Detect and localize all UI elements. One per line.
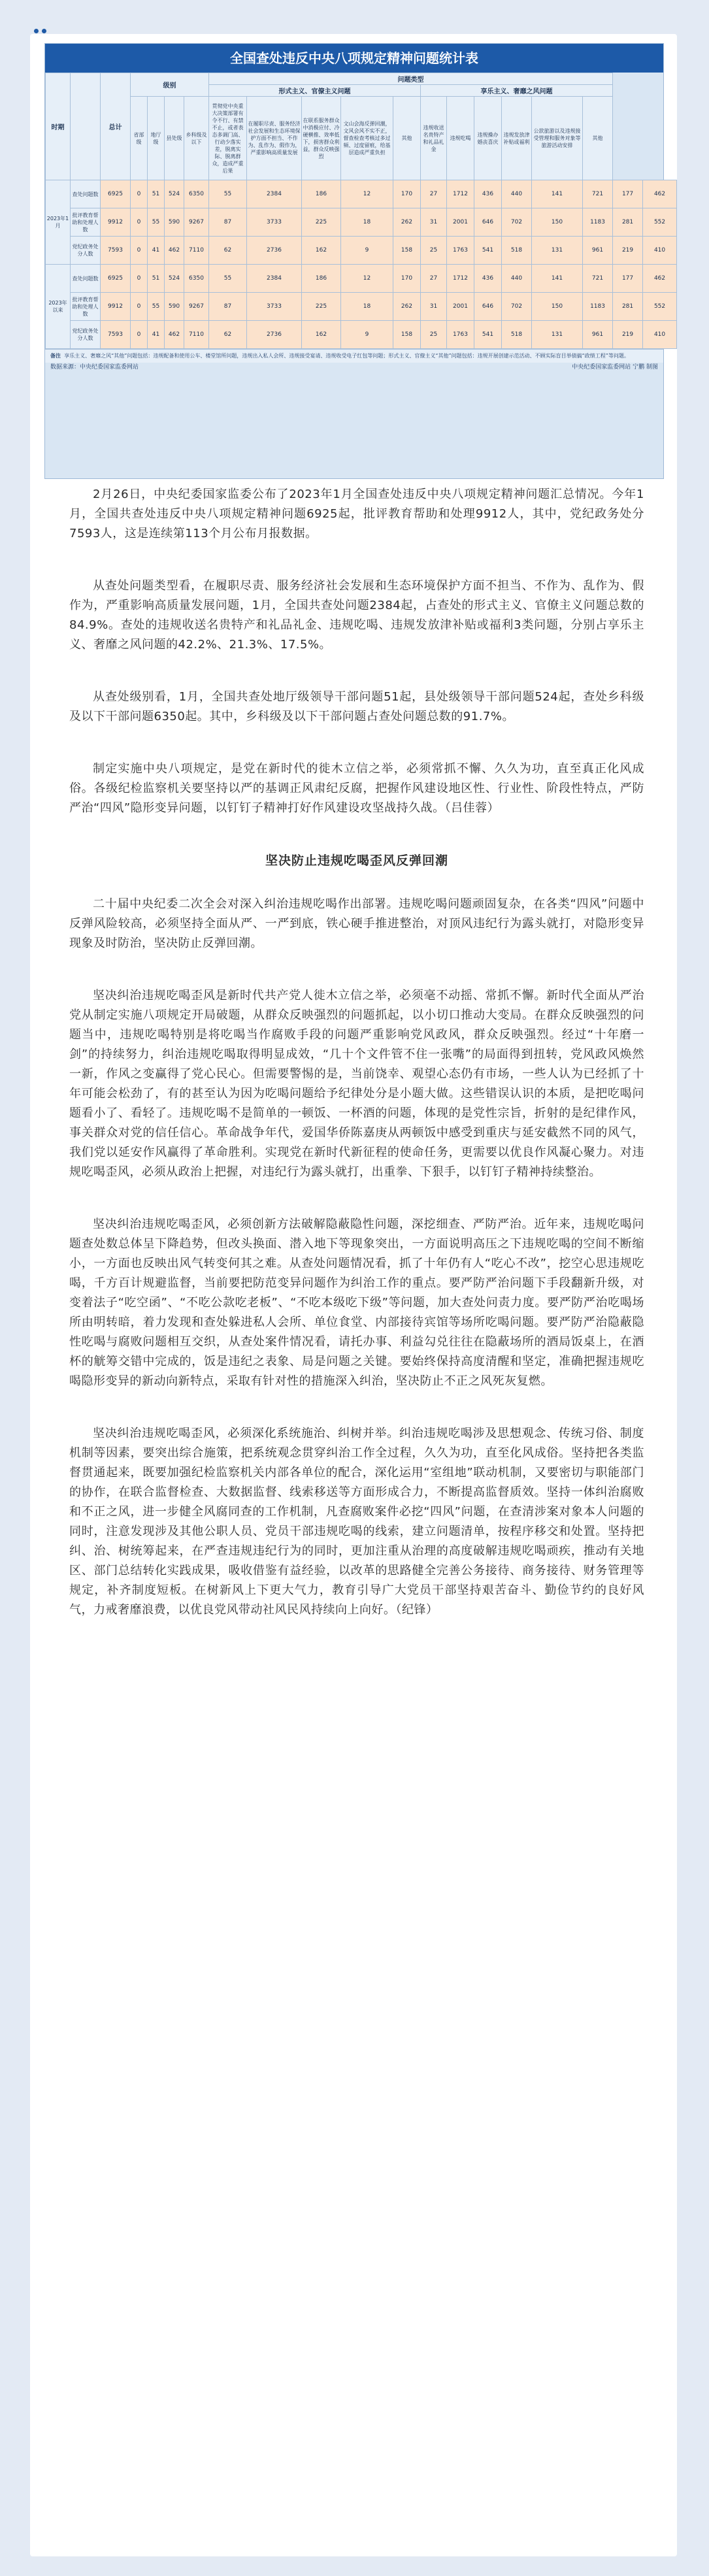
table-cell: 6350 bbox=[184, 180, 209, 208]
header-period: 时期 bbox=[46, 73, 71, 180]
table-cell: 131 bbox=[532, 321, 583, 349]
table-cell: 158 bbox=[393, 321, 421, 349]
header-formalism-1: 贯彻党中央重大决策部署有令不行、有禁不止，或者表态多调门高、行动少落实差，脱离实际、脱离群众，造成严重后果 bbox=[209, 97, 247, 180]
table-cell: 3733 bbox=[247, 208, 302, 237]
table-row bbox=[46, 208, 677, 237]
table-note-text: 享乐主义、奢靡之风“其他”问题包括：违规配备和使用公车、楼堂馆所问题，违规出入私人会所、违规接受宴请、违规收受电子红包等问题；形式主义、官僚主义“其他”问题包括：违规开展创建示范活动、不顾实际盲目举债搞“政绩工程”等问题。 bbox=[64, 353, 629, 359]
row-period: 2023年以来 bbox=[46, 265, 71, 349]
table-cell: 9267 bbox=[184, 293, 209, 321]
table-cell: 62 bbox=[209, 237, 247, 265]
table-cell: 158 bbox=[393, 237, 421, 265]
table-cell: 150 bbox=[532, 208, 583, 237]
table-cell: 9 bbox=[341, 321, 393, 349]
table-cell: 1712 bbox=[447, 265, 474, 293]
row-category: 查处问题数 bbox=[71, 265, 101, 293]
table-cell: 51 bbox=[148, 265, 165, 293]
table-cell: 462 bbox=[165, 237, 184, 265]
table-cell: 462 bbox=[643, 180, 677, 208]
table-cell: 18 bbox=[341, 208, 393, 237]
header-formalism-group: 形式主义、官僚主义问题 bbox=[209, 85, 421, 97]
table-cell: 7110 bbox=[184, 321, 209, 349]
table-cell: 162 bbox=[302, 321, 341, 349]
table-cell: 1183 bbox=[583, 208, 613, 237]
table-row bbox=[46, 321, 677, 349]
table-cell: 721 bbox=[583, 180, 613, 208]
table-cell: 31 bbox=[421, 208, 447, 237]
table-cell: 0 bbox=[131, 293, 148, 321]
row-category: 党纪政务处分人数 bbox=[71, 237, 101, 265]
header-hedonism-group: 享乐主义、奢靡之风问题 bbox=[421, 85, 613, 97]
table-cell: 2001 bbox=[447, 293, 474, 321]
header-total: 总计 bbox=[101, 73, 131, 180]
table-cell: 2384 bbox=[247, 265, 302, 293]
row-category: 批评教育帮助和处理人数 bbox=[71, 208, 101, 237]
table-cell: 552 bbox=[643, 293, 677, 321]
paragraph: 制定实施中央八项规定，是党在新时代的徙木立信之举，必须常抓不懈、久久为功，直至真正化风成俗。各级纪检监察机关要坚持以严的基调正风肃纪反腐，把握作风建设地区性、行业性、阶段性特点，严防严治“四风”隐形变异问题，以钉钉子精神打好作风建设攻坚战持久战。（吕佳蓉） bbox=[69, 762, 644, 815]
table-cell: 55 bbox=[209, 265, 247, 293]
table-cell: 590 bbox=[165, 293, 184, 321]
table-cell: 702 bbox=[502, 293, 532, 321]
table-cell: 131 bbox=[532, 237, 583, 265]
header-level-group: 级别 bbox=[131, 73, 209, 97]
table-cell: 27 bbox=[421, 180, 447, 208]
paragraph: 从查处问题类型看，在履职尽责、服务经济社会发展和生态环境保护方面不担当、不作为、乱作为、假作为，严重影响高质量发展问题，1月，全国共查处问题2384起，占查处的形式主义、官僚主义问题总数的84.9%。查处的违规收送名贵特产和礼品礼金、违规吃喝、违规发放津补贴或福利3类问题，分别占享乐主义、奢靡之风问题的42.2%、21.3%、17.5%。 bbox=[69, 579, 644, 652]
table-cell: 1183 bbox=[583, 293, 613, 321]
table-cell: 41 bbox=[148, 237, 165, 265]
table-cell: 590 bbox=[165, 208, 184, 237]
table-cell: 646 bbox=[474, 208, 502, 237]
header-formalism-4: 文山会海反弹回潮，文风会风不实不正，督查检查考核过多过频、过度留痕，给基层造成严重负担 bbox=[341, 97, 393, 180]
table-cell: 186 bbox=[302, 180, 341, 208]
table-cell: 55 bbox=[148, 293, 165, 321]
row-category: 党纪政务处分人数 bbox=[71, 321, 101, 349]
table-cell: 12 bbox=[341, 265, 393, 293]
table-row bbox=[46, 180, 677, 208]
table-cell: 25 bbox=[421, 237, 447, 265]
header-category bbox=[71, 73, 101, 180]
table-cell: 170 bbox=[393, 180, 421, 208]
table-cell: 961 bbox=[583, 321, 613, 349]
table-note bbox=[45, 349, 663, 363]
table-cell: 9 bbox=[341, 237, 393, 265]
table-cell: 177 bbox=[613, 180, 643, 208]
paragraph: 从查处级别看，1月，全国共查处地厅级领导干部问题51起，县处级领导干部问题524起，查处乡科级及以下干部问题6350起。其中，乡科级及以下干部问题占查处问题总数的91.7%。 bbox=[69, 690, 644, 723]
table-cell: 552 bbox=[643, 208, 677, 237]
header-hedonism-4: 违规发放津补贴或福利 bbox=[502, 97, 532, 180]
table-cell: 141 bbox=[532, 265, 583, 293]
table-cell: 31 bbox=[421, 293, 447, 321]
table-cell: 6925 bbox=[101, 180, 131, 208]
table-footer bbox=[45, 363, 663, 372]
section-heading: 坚决防止违规吃喝歪风反弹回潮 bbox=[265, 853, 448, 868]
paragraph: 坚决纠治违规吃喝歪风，必须深化系统施治、纠树并举。纠治违规吃喝涉及思想观念、传统习俗、制度机制等因素，要突出综合施策，把系统观念贯穿纠治工作全过程，久久为功，直至化风成俗。坚持把各类监督贯通起来，既要加强纪检监察机关内部各单位的配合，深化运用“室组地”联动机制，又要密切与职能部门的协作，在联合监督检查、大数据监督、线索移送等方面形成合力，不断提高监督质效。坚持一体纠治腐败和不正之风，进一步健全风腐同查的工作机制，凡查腐败案件必挖“四风”问题，在查清涉案对象本人问题的同时，注意发现涉及其他公职人员、党员干部违规吃喝的线索，建立问题清单，按程序移交和处置。坚持把纠、治、树统筹起来，在严查违规违纪行为的同时，更加注重从治理的高度破解违规吃喝顽疾，推动有关地区、部门总结转化实践成果，吸收借鉴有益经验，以改革的思路健全完善公务接待、商务接待、财务管理等规定，补齐制度短板。在树新风上下更大气力，教育引导广大党员干部坚持艰苦奋斗、勤俭节约的良好风气，力戒奢靡浪费，以优良党风带动社风民风持续向上向好。（纪锋） bbox=[69, 1427, 644, 1617]
table-cell: 6925 bbox=[101, 265, 131, 293]
article-body bbox=[69, 485, 644, 1653]
table-cell: 9912 bbox=[101, 208, 131, 237]
table-cell: 62 bbox=[209, 321, 247, 349]
table-cell: 462 bbox=[643, 265, 677, 293]
table-cell: 0 bbox=[131, 180, 148, 208]
table-source: 数据来源：中央纪委国家监委网站 bbox=[50, 364, 139, 371]
table-cell: 7593 bbox=[101, 237, 131, 265]
table-cell: 25 bbox=[421, 321, 447, 349]
table-cell: 2001 bbox=[447, 208, 474, 237]
table-cell: 9912 bbox=[101, 293, 131, 321]
paragraph: 坚决纠治违规吃喝歪风是新时代共产党人徙木立信之举，必须毫不动摇、常抓不懈。新时代全面从严治党从制定实施八项规定开局破题，从群众反映强烈的问题抓起，以小切口推动大变局。在群众反映强烈的问题当中，违规吃喝特别是将吃喝当作腐败手段的问题严重影响党风政风，群众反映强烈。经过“十年磨一剑”的持续努力，纠治违规吃喝取得明显成效，“几十个文件管不住一张嘴”的局面得到扭转，党风政风焕然一新，作风之变赢得了党心民心。但需要警惕的是，当前饶幸、观望心态仍有市场，一些人认为已经抓了十年可能会松劲了，有的甚至认为因为吃喝问题给予纪律处分是小题大做。这些错误认识的本质，是把吃喝问题看小了、看轻了。违规吃喝不是简单的一顿饭、一杯酒的问题，体现的是党性宗旨，折射的是纪律作风，事关群众对党的信任信心。革命战争年代，爱国华侨陈嘉庚从两顿饭中感受到重庆与延安截然不同的风气，我们党以延安作风赢得了革命胜利。实现党在新时代新征程的使命任务，更需要以优良作风凝心聚力。对违规吃喝歪风，必须从政治上把握，对违纪行为露头就打，出重拳、下狠手，以钉钉子精神持续整治。 bbox=[69, 989, 644, 1179]
table-cell: 541 bbox=[474, 237, 502, 265]
table-cell: 262 bbox=[393, 208, 421, 237]
table-cell: 518 bbox=[502, 321, 532, 349]
table-cell: 219 bbox=[613, 321, 643, 349]
table-cell: 262 bbox=[393, 293, 421, 321]
header-level-xiang: 乡科级及以下 bbox=[184, 97, 209, 180]
header-hedonism-3: 违规操办婚丧喜庆 bbox=[474, 97, 502, 180]
row-period: 2023年1月 bbox=[46, 180, 71, 265]
header-formalism-5: 其他 bbox=[393, 97, 421, 180]
statistics-table-image bbox=[44, 43, 664, 479]
table-cell: 436 bbox=[474, 265, 502, 293]
table-cell: 225 bbox=[302, 208, 341, 237]
table-cell: 646 bbox=[474, 293, 502, 321]
table-cell: 87 bbox=[209, 208, 247, 237]
header-hedonism-5: 公款旅游以及违规接受管理和服务对象等旅游活动安排 bbox=[532, 97, 583, 180]
table-row bbox=[46, 265, 677, 293]
statistics-table bbox=[45, 73, 677, 349]
table-cell: 9267 bbox=[184, 208, 209, 237]
table-note-label: 备注 bbox=[50, 353, 61, 359]
table-credit: 中央纪委国家监委网站 宁鹏 制图 bbox=[572, 364, 658, 371]
paragraph: 二十届中央纪委二次全会对深入纠治违规吃喝作出部署。违规吃喝问题顽固复杂，在各类“四风”问题中反弹风险较高，必须坚持全面从严、一严到底，铁心硬手推进整治，对顶风违纪行为露头就打，对隐形变异现象及时防治，坚决防止反弹回潮。 bbox=[69, 897, 644, 950]
table-cell: 2736 bbox=[247, 321, 302, 349]
header-level-ting: 地厅级 bbox=[148, 97, 165, 180]
table-cell: 7110 bbox=[184, 237, 209, 265]
table-cell: 1712 bbox=[447, 180, 474, 208]
table-cell: 141 bbox=[532, 180, 583, 208]
table-row bbox=[46, 293, 677, 321]
table-cell: 0 bbox=[131, 237, 148, 265]
table-cell: 3733 bbox=[247, 293, 302, 321]
row-category: 查处问题数 bbox=[71, 180, 101, 208]
header-level-sheng: 省部级 bbox=[131, 97, 148, 180]
table-cell: 0 bbox=[131, 321, 148, 349]
table-cell: 177 bbox=[613, 265, 643, 293]
table-row bbox=[46, 237, 677, 265]
table-cell: 170 bbox=[393, 265, 421, 293]
article-card bbox=[30, 34, 677, 2556]
header-problem-type: 问题类型 bbox=[209, 73, 613, 85]
table-cell: 440 bbox=[502, 265, 532, 293]
table-cell: 518 bbox=[502, 237, 532, 265]
table-cell: 702 bbox=[502, 208, 532, 237]
table-cell: 55 bbox=[148, 208, 165, 237]
table-cell: 1763 bbox=[447, 237, 474, 265]
header-hedonism-1: 违规收送名贵特产和礼品礼金 bbox=[421, 97, 447, 180]
header-hedonism-2: 违规吃喝 bbox=[447, 97, 474, 180]
table-cell: 27 bbox=[421, 265, 447, 293]
row-category: 批评教育帮助和处理人数 bbox=[71, 293, 101, 321]
header-formalism-3: 在联系服务群众中消极应付、冷硬横推、效率低下，损害群众利益，群众反映强烈 bbox=[302, 97, 341, 180]
table-cell: 0 bbox=[131, 265, 148, 293]
table-cell: 440 bbox=[502, 180, 532, 208]
table-cell: 2384 bbox=[247, 180, 302, 208]
table-cell: 436 bbox=[474, 180, 502, 208]
table-cell: 18 bbox=[341, 293, 393, 321]
table-cell: 219 bbox=[613, 237, 643, 265]
header-hedonism-6: 其他 bbox=[583, 97, 613, 180]
table-cell: 87 bbox=[209, 293, 247, 321]
table-cell: 524 bbox=[165, 180, 184, 208]
paragraph: 坚决纠治违规吃喝歪风，必须创新方法破解隐蔽隐性问题，深挖细查、严防严治。近年来，违规吃喝问题查处数总体呈下降趋势，但改头换面、潜入地下等现象突出，一方面说明高压之下违规吃喝的空间不断缩小，一方面也反映出风气转变何其之难。从查处问题情况看，抓了十年仍有人“吃心不改”，挖空心思违规吃喝，千方百计规避监督，当前要把防范变异问题作为纠治工作的重点。要严防严治问题下手段翻新升级，对变着法子“吃空函”、“不吃公款吃老板”、“不吃本级吃下级”等问题，加大查处问责力度。要严防严治吃喝场所由明转暗，着力发现和查处躲进私人会所、单位食堂、内部接待宾馆等场所吃喝问题。要严防严治隐蔽隐性吃喝与腐败问题相互交织，从查处案件情况看，请托办事、利益勾兑往往在隐蔽场所的酒局饭桌上，在酒杯的觥筹交错中完成的，饭是违纪之表象、局是问题之关键。要始终保持高度清醒和坚定，准确把握违规吃喝隐形变异的新动向新特点，采取有针对性的措施深入纠治，坚决防止不正之风死灰复燃。 bbox=[69, 1217, 644, 1388]
table-cell: 1763 bbox=[447, 321, 474, 349]
table-cell: 162 bbox=[302, 237, 341, 265]
table-cell: 55 bbox=[209, 180, 247, 208]
header-formalism-2: 在履职尽责、服务经济社会发展和生态环境保护方面不担当、不作为、乱作为、假作为，严重影响高质量发展 bbox=[247, 97, 302, 180]
header-level-xian: 县处级 bbox=[165, 97, 184, 180]
table-cell: 12 bbox=[341, 180, 393, 208]
table-cell: 281 bbox=[613, 293, 643, 321]
table-cell: 51 bbox=[148, 180, 165, 208]
table-cell: 721 bbox=[583, 265, 613, 293]
table-cell: 961 bbox=[583, 237, 613, 265]
table-cell: 150 bbox=[532, 293, 583, 321]
table-cell: 225 bbox=[302, 293, 341, 321]
paragraph: 2月26日，中央纪委国家监委公布了2023年1月全国查处违反中央八项规定精神问题汇总情况。今年1月，全国共查处违反中央八项规定精神问题6925起，批评教育帮助和处理9912人，其中，党纪政务处分7593人，这是连续第113个月公布月报数据。 bbox=[69, 487, 644, 540]
table-cell: 410 bbox=[643, 237, 677, 265]
table-cell: 7593 bbox=[101, 321, 131, 349]
table-cell: 41 bbox=[148, 321, 165, 349]
table-title: 全国查处违反中央八项规定精神问题统计表 bbox=[45, 44, 663, 73]
table-cell: 2736 bbox=[247, 237, 302, 265]
table-cell: 462 bbox=[165, 321, 184, 349]
table-cell: 410 bbox=[643, 321, 677, 349]
table-cell: 541 bbox=[474, 321, 502, 349]
table-cell: 524 bbox=[165, 265, 184, 293]
table-cell: 186 bbox=[302, 265, 341, 293]
table-cell: 281 bbox=[613, 208, 643, 237]
table-cell: 0 bbox=[131, 208, 148, 237]
table-cell: 6350 bbox=[184, 265, 209, 293]
